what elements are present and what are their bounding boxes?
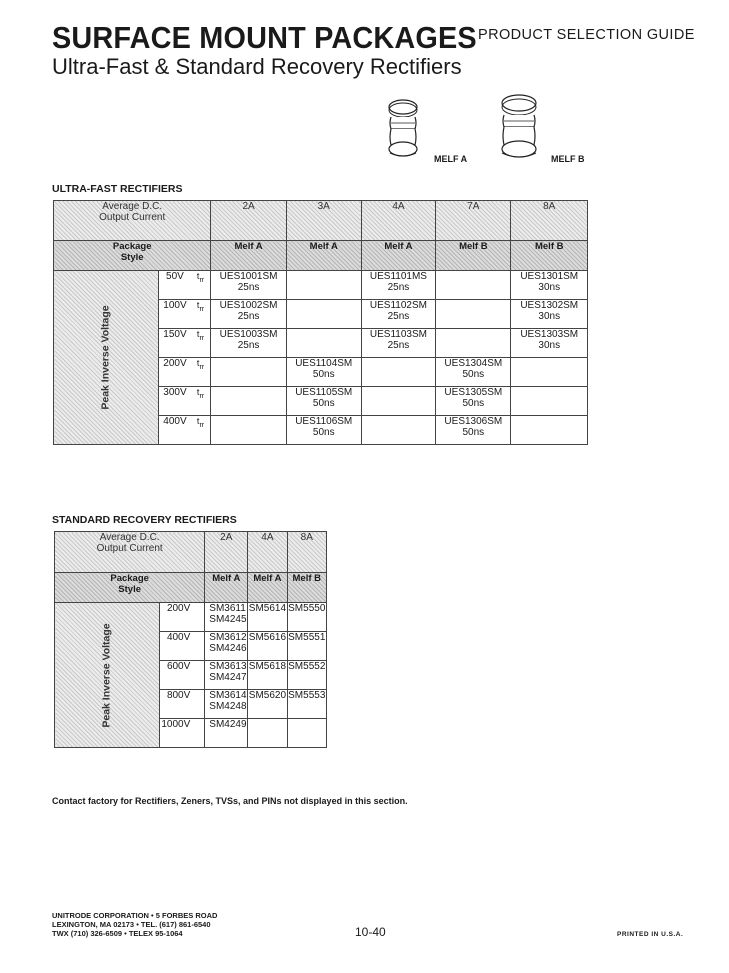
- part-cell: [361, 358, 435, 387]
- part-cell: [287, 719, 326, 748]
- part-cell: [511, 387, 588, 416]
- part-cell: [511, 416, 588, 445]
- part-cell: UES1306SM 50ns: [436, 416, 511, 445]
- part-cell: [436, 271, 511, 300]
- current-header: Average D.C. Output Current: [54, 201, 211, 241]
- part-cell: UES1105SM 50ns: [286, 387, 361, 416]
- package-style: Melf B: [511, 241, 588, 271]
- current-2a: 2A: [211, 201, 286, 241]
- peak-inverse-voltage-label: Peak Inverse Voltage: [99, 305, 112, 410]
- melf-a-label: MELF A: [434, 154, 468, 164]
- trr-label: $t_{rr}$: [191, 329, 211, 358]
- side-label-cell: [54, 271, 159, 445]
- current-4a: 4A: [248, 532, 287, 573]
- current-8a: 8A: [287, 532, 326, 573]
- package-header: Package Style: [55, 573, 205, 603]
- part-cell: [286, 329, 361, 358]
- package-style: Melf A: [205, 573, 248, 603]
- part-cell: SM5614: [248, 603, 287, 632]
- part-cell: [436, 300, 511, 329]
- voltage: 300V: [159, 387, 191, 416]
- part-cell: UES1301SM 30ns: [511, 271, 588, 300]
- company-address: UNITRODE CORPORATION • 5 FORBES ROAD LEXINGTON, MA 02173 • TEL. (617) 861-6540 TWX (710) 326-6509 • TELEX 95-1064: [52, 911, 218, 938]
- standard-section-title: STANDARD RECOVERY RECTIFIERS: [52, 514, 237, 526]
- part-cell: [211, 387, 286, 416]
- printed-label: PRINTED IN U.S.A.: [617, 931, 684, 938]
- part-cell: UES1103SM 25ns: [361, 329, 435, 358]
- voltage: 200V: [160, 603, 205, 632]
- voltage: 150V: [159, 329, 191, 358]
- part-cell: [361, 387, 435, 416]
- part-cell: [511, 358, 588, 387]
- ultra-fast-section-title: ULTRA-FAST RECTIFIERS: [52, 183, 183, 195]
- guide-label: PRODUCT SELECTION GUIDE: [478, 27, 695, 43]
- part-cell: SM5618: [248, 661, 287, 690]
- voltage: 600V: [160, 661, 205, 690]
- current-7a: 7A: [436, 201, 511, 241]
- package-style: Melf B: [436, 241, 511, 271]
- part-cell: UES1302SM 30ns: [511, 300, 588, 329]
- part-cell: UES1304SM 50ns: [436, 358, 511, 387]
- page-title: SURFACE MOUNT PACKAGES: [52, 20, 477, 55]
- voltage: 100V: [159, 300, 191, 329]
- trr-label: $t_{rr}$: [191, 358, 211, 387]
- part-cell: UES1303SM 30ns: [511, 329, 588, 358]
- part-cell: SM3614 SM4248: [205, 690, 248, 719]
- trr-label: $t_{rr}$: [191, 271, 211, 300]
- part-cell: UES1101MS 25ns: [361, 271, 435, 300]
- part-cell: UES1002SM 25ns: [211, 300, 286, 329]
- part-cell: [361, 416, 435, 445]
- part-cell: UES1003SM 25ns: [211, 329, 286, 358]
- part-cell: SM5551: [287, 632, 326, 661]
- part-cell: SM5550: [287, 603, 326, 632]
- page-subtitle: Ultra-Fast & Standard Recovery Rectifiers: [52, 54, 462, 79]
- package-style: Melf A: [248, 573, 287, 603]
- standard-table: [54, 531, 327, 748]
- table-row: [54, 271, 588, 300]
- part-cell: [286, 300, 361, 329]
- voltage: 1000V: [160, 719, 205, 748]
- current-2a: 2A: [205, 532, 248, 573]
- part-cell: SM4249: [205, 719, 248, 748]
- part-cell: [436, 329, 511, 358]
- part-cell: UES1001SM 25ns: [211, 271, 286, 300]
- part-cell: SM5616: [248, 632, 287, 661]
- part-cell: [211, 416, 286, 445]
- package-style: Melf B: [287, 573, 326, 603]
- package-style: Melf A: [361, 241, 435, 271]
- part-cell: SM3612 SM4246: [205, 632, 248, 661]
- part-cell: SM3611 SM4245: [205, 603, 248, 632]
- part-cell: [286, 271, 361, 300]
- melf-a-icon: [383, 97, 433, 165]
- part-cell: UES1106SM 50ns: [286, 416, 361, 445]
- part-cell: SM3613 SM4247: [205, 661, 248, 690]
- part-cell: SM5553: [287, 690, 326, 719]
- current-3a: 3A: [286, 201, 361, 241]
- package-style: Melf A: [286, 241, 361, 271]
- melf-b-icon: [497, 93, 547, 165]
- melf-b-label: MELF B: [551, 154, 585, 164]
- side-label-cell: [55, 603, 160, 748]
- part-cell: SM5620: [248, 690, 287, 719]
- current-8a: 8A: [511, 201, 588, 241]
- table-row: [55, 603, 327, 632]
- part-cell: [248, 719, 287, 748]
- part-cell: UES1305SM 50ns: [436, 387, 511, 416]
- ultra-fast-table: [53, 200, 588, 445]
- package-style: Melf A: [211, 241, 286, 271]
- voltage: 200V: [159, 358, 191, 387]
- voltage: 50V: [159, 271, 191, 300]
- part-cell: UES1102SM 25ns: [361, 300, 435, 329]
- current-4a: 4A: [361, 201, 435, 241]
- voltage: 800V: [160, 690, 205, 719]
- trr-label: $t_{rr}$: [191, 387, 211, 416]
- trr-label: $t_{rr}$: [191, 300, 211, 329]
- trr-label: $t_{rr}$: [191, 416, 211, 445]
- part-cell: SM5552: [287, 661, 326, 690]
- page-number: 10-40: [355, 925, 386, 939]
- contact-note: Contact factory for Rectifiers, Zeners, TVSs, and PINs not displayed in this section.: [52, 796, 408, 806]
- current-header: Average D.C. Output Current: [55, 532, 205, 573]
- voltage: 400V: [160, 632, 205, 661]
- part-cell: [211, 358, 286, 387]
- part-cell: UES1104SM 50ns: [286, 358, 361, 387]
- voltage: 400V: [159, 416, 191, 445]
- package-header: Package Style: [54, 241, 211, 271]
- peak-inverse-voltage-label: Peak Inverse Voltage: [100, 622, 113, 728]
